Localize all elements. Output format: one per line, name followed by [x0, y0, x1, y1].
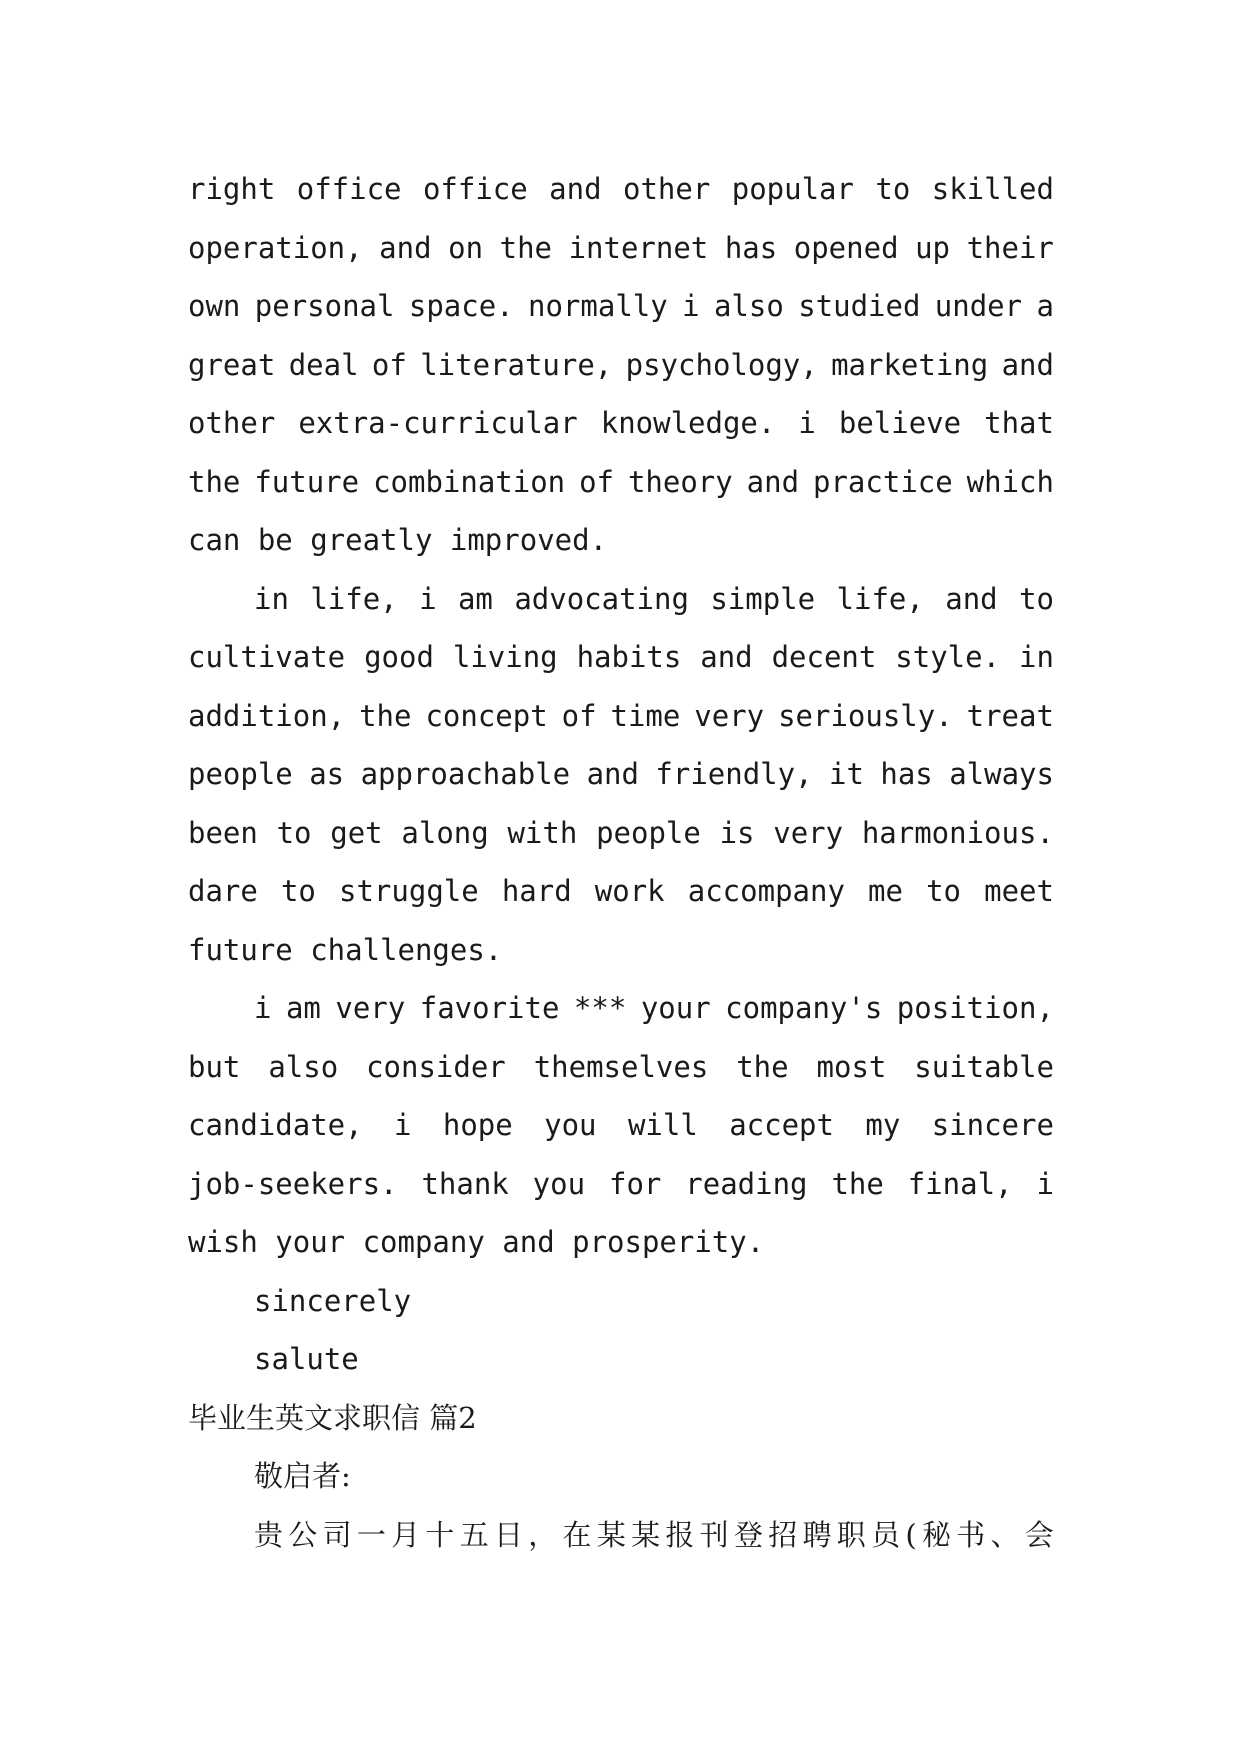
word: treat: [966, 698, 1054, 733]
word: addition,: [188, 698, 346, 733]
p3-line-5: wish your company and prosperity.: [188, 1225, 765, 1259]
word: am: [457, 581, 493, 616]
word: and: [945, 581, 998, 616]
character: (: [905, 1517, 917, 1552]
word: it: [829, 757, 864, 791]
word: very: [694, 698, 765, 733]
character: 在: [562, 1517, 592, 1552]
p2-line-3: [188, 687, 1054, 746]
word: work: [594, 874, 665, 908]
word: job-seekers.: [188, 1166, 398, 1201]
word: has: [724, 230, 778, 265]
word: psychology,: [625, 347, 818, 382]
character: 公: [288, 1517, 318, 1552]
word: always: [949, 757, 1054, 791]
word: to: [280, 874, 316, 908]
word: that: [984, 406, 1054, 440]
word: literature,: [420, 347, 613, 382]
character: ，: [528, 1517, 558, 1552]
word: as: [309, 757, 345, 791]
section-heading: 毕业生英文求职信 篇2: [188, 1400, 477, 1435]
word: consider: [366, 1049, 506, 1084]
word: great: [188, 347, 276, 382]
word: time: [610, 698, 681, 733]
word: for: [608, 1166, 662, 1201]
character: 登: [733, 1517, 763, 1552]
p1-line-1: [188, 160, 1054, 219]
word: favorite: [419, 991, 560, 1025]
word: most: [816, 1049, 887, 1084]
closing-sincerely: sincerely: [254, 1283, 412, 1318]
word: simple: [710, 581, 816, 616]
word: right: [188, 172, 276, 206]
word: up: [915, 230, 951, 265]
word: practice: [813, 464, 953, 499]
word: other: [622, 172, 711, 206]
character: 、: [990, 1517, 1020, 1552]
word: you: [532, 1166, 586, 1201]
word: am: [285, 991, 321, 1025]
word: on: [448, 230, 484, 265]
word: also: [268, 1049, 339, 1084]
word: approachable: [360, 757, 571, 791]
word: the: [736, 1049, 789, 1084]
word: i: [254, 991, 272, 1025]
word: of: [371, 347, 407, 382]
character: 司: [322, 1517, 352, 1552]
character: 五: [459, 1517, 489, 1552]
word: operation,: [188, 230, 363, 265]
word: ***: [573, 991, 627, 1025]
document-body: [188, 160, 1054, 1564]
word: living: [452, 640, 558, 674]
word: deal: [288, 347, 359, 382]
word: hard: [501, 874, 572, 908]
word: office: [296, 172, 402, 206]
word: candidate,: [188, 1108, 363, 1142]
word: with: [507, 815, 578, 850]
word: i: [394, 1108, 412, 1142]
word: the: [499, 230, 552, 265]
word: company's: [725, 991, 883, 1025]
word: accompany: [687, 874, 845, 908]
character: 十: [425, 1517, 455, 1552]
p1-line-3: [188, 277, 1054, 336]
word: office: [422, 172, 528, 206]
word: your: [640, 991, 711, 1025]
word: themselves: [533, 1049, 709, 1084]
word: theory: [627, 464, 733, 499]
word: extra-curricular: [298, 406, 578, 440]
p3-line-2: [188, 1038, 1054, 1097]
word: i: [1036, 1166, 1054, 1201]
word: future: [254, 464, 360, 499]
word: is: [719, 815, 755, 850]
word: to: [926, 874, 961, 908]
word: people: [188, 757, 293, 791]
character: 书: [956, 1517, 986, 1552]
word: to: [1019, 581, 1054, 616]
p1-line-4: [188, 336, 1054, 395]
word: struggle: [339, 874, 479, 908]
word: concept: [425, 698, 548, 733]
word: accept: [729, 1108, 834, 1142]
word: their: [966, 230, 1054, 265]
word: along: [401, 815, 489, 850]
word: but: [188, 1049, 241, 1084]
p1-line-7: can be greatly improved.: [188, 523, 608, 557]
word: in: [254, 581, 289, 616]
word: marketing: [831, 347, 989, 382]
p1-line-5: [188, 394, 1054, 453]
word: will: [627, 1108, 698, 1142]
word: seriously.: [778, 698, 953, 733]
word: the: [831, 1166, 884, 1201]
character: 职: [836, 1517, 866, 1552]
word: in: [1019, 640, 1054, 674]
word: advocating: [514, 581, 689, 616]
p2-line-1: [188, 570, 1054, 629]
word: own: [188, 289, 241, 323]
word: dare: [188, 874, 258, 908]
word: and: [746, 464, 800, 499]
word: very: [773, 815, 844, 850]
word: other: [188, 406, 276, 440]
word: sincere: [931, 1108, 1054, 1142]
p1-line-2: [188, 219, 1054, 278]
word: has: [880, 757, 933, 791]
word: very: [335, 991, 406, 1025]
word: final,: [907, 1166, 1013, 1201]
word: the: [359, 698, 412, 733]
character: 会: [1024, 1517, 1054, 1552]
p2-line-6: [188, 862, 1054, 921]
cn-paragraph-line-1: [188, 1506, 1054, 1565]
character: 月: [391, 1517, 421, 1552]
word: of: [579, 464, 614, 499]
word: combination: [373, 464, 566, 499]
word: cultivate: [188, 640, 346, 674]
character: 某: [631, 1517, 661, 1552]
word: and: [1001, 347, 1054, 382]
word: habits: [576, 640, 682, 674]
closing-salute: salute: [254, 1342, 359, 1376]
word: which: [966, 464, 1054, 499]
word: also: [713, 289, 784, 323]
word: studied: [798, 289, 921, 323]
word: normally: [528, 289, 668, 323]
word: a: [1036, 289, 1054, 323]
word: and: [549, 172, 602, 206]
p3-line-3: [188, 1096, 1054, 1155]
word: life,: [310, 581, 398, 616]
p2-line-2: [188, 628, 1054, 687]
character: 贵: [254, 1517, 284, 1552]
word: been: [188, 815, 258, 850]
word: reading: [685, 1166, 808, 1201]
word: harmonious.: [861, 815, 1054, 850]
p3-line-4: [188, 1155, 1054, 1214]
word: the: [188, 464, 241, 499]
word: suitable: [914, 1049, 1054, 1084]
word: to: [875, 172, 911, 206]
word: you: [544, 1108, 597, 1142]
word: of: [561, 698, 597, 733]
word: believe: [838, 406, 962, 440]
word: under: [934, 289, 1023, 323]
word: personal: [254, 289, 395, 323]
word: and: [379, 230, 432, 265]
word: opened: [793, 230, 899, 265]
word: style.: [895, 640, 1001, 674]
word: space.: [408, 289, 514, 323]
character: 日: [493, 1517, 523, 1552]
word: internet: [568, 230, 709, 265]
character: 一: [356, 1517, 386, 1552]
word: knowledge.: [600, 406, 776, 440]
character: 某: [596, 1517, 626, 1552]
word: position,: [896, 991, 1054, 1025]
word: skilled: [931, 172, 1054, 206]
word: thank: [421, 1166, 509, 1201]
character: 秘: [921, 1517, 951, 1552]
word: me: [868, 874, 903, 908]
word: popular: [731, 172, 854, 206]
character: 报: [665, 1517, 695, 1552]
word: people: [596, 815, 701, 850]
character: 聘: [802, 1517, 832, 1552]
p2-line-7: future challenges.: [188, 932, 503, 967]
word: friendly,: [655, 757, 813, 791]
word: i: [682, 289, 700, 323]
word: to: [276, 815, 312, 850]
word: decent: [771, 640, 877, 674]
word: and: [586, 757, 639, 791]
character: 员: [871, 1517, 901, 1552]
word: life,: [836, 581, 924, 616]
word: i: [419, 581, 437, 616]
character: 招: [768, 1517, 798, 1552]
p1-line-6: [188, 453, 1054, 512]
p3-line-1: [188, 979, 1054, 1038]
p2-line-4: [188, 745, 1054, 804]
character: 刊: [699, 1517, 729, 1552]
word: i: [798, 406, 816, 440]
word: get: [330, 815, 383, 850]
p2-line-5: [188, 804, 1054, 863]
word: meet: [984, 874, 1054, 908]
word: hope: [442, 1108, 513, 1142]
salutation: 敬启者:: [254, 1459, 351, 1493]
word: good: [364, 640, 434, 674]
word: and: [700, 640, 753, 674]
word: my: [865, 1108, 901, 1142]
